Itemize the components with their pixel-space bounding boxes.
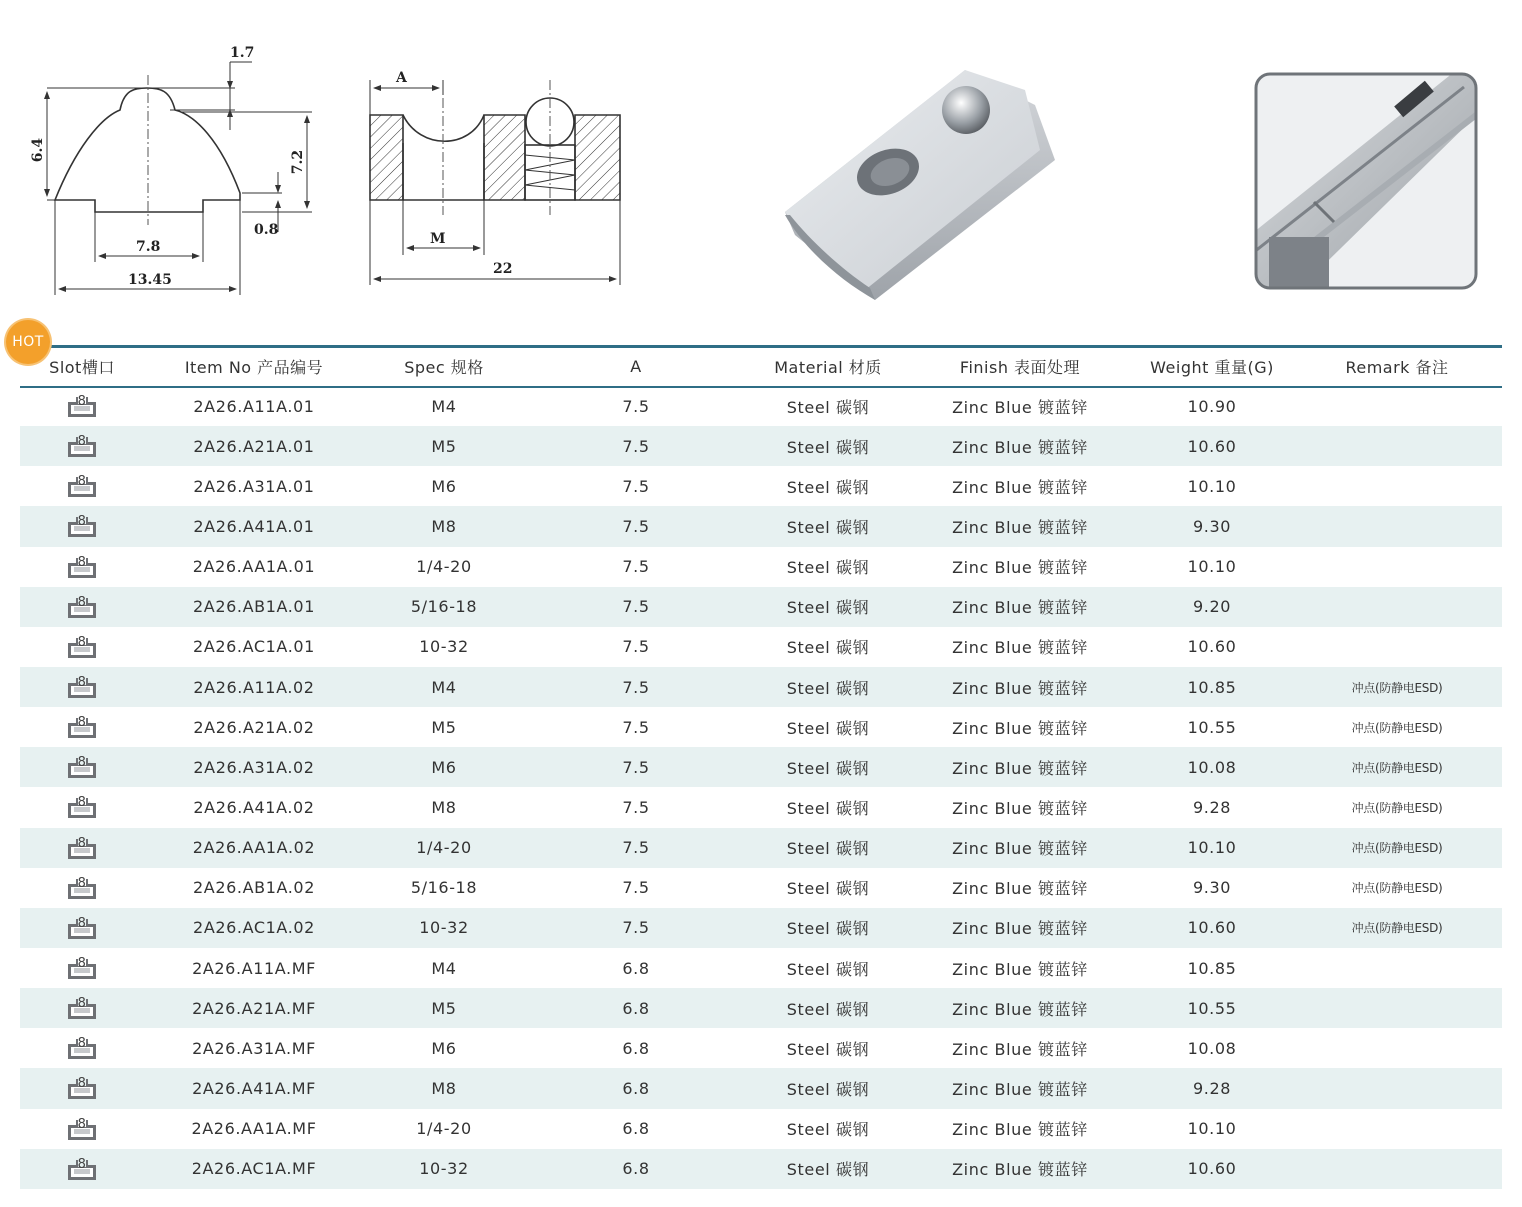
material: Steel 碳钢 — [786, 959, 870, 979]
weight: 10.85 — [1132, 667, 1292, 707]
spec: M8 — [364, 1068, 524, 1108]
remark: 冲点(防静电ESD) — [1351, 881, 1443, 896]
remark — [1292, 587, 1502, 627]
item-no: 2A26.A41A.01 — [144, 506, 364, 546]
material: Steel 碳钢 — [786, 397, 870, 417]
material: Steel 碳钢 — [786, 1120, 870, 1140]
dim-right: 7.2 — [290, 149, 306, 175]
material: Steel 碳钢 — [748, 506, 908, 546]
spec: 10-32 — [419, 637, 469, 657]
finish: Zinc Blue 镀蓝锌 — [908, 828, 1132, 868]
finish: Zinc Blue 镀蓝锌 — [952, 1120, 1088, 1140]
spec: 10-32 — [364, 1149, 524, 1189]
table-header-row — [20, 347, 1502, 386]
finish: Zinc Blue 镀蓝锌 — [908, 908, 1132, 948]
material: Steel 碳钢 — [748, 747, 908, 787]
dim-a-value: 6.8 — [524, 988, 748, 1028]
finish: Zinc Blue 镀蓝锌 — [908, 587, 1132, 627]
table-row — [20, 787, 1502, 827]
header-slot: Slot槽口 — [49, 358, 115, 377]
spec-table — [20, 347, 1502, 1189]
weight: 9.28 — [1192, 797, 1232, 817]
table-row — [20, 1109, 1502, 1149]
slot-icon — [20, 587, 144, 627]
svg-text:8: 8 — [77, 1116, 87, 1132]
dim-a-value: 7.5 — [524, 587, 748, 627]
spec: M8 — [364, 506, 524, 546]
slot-icon — [20, 547, 144, 587]
item-no: 2A26.A31A.02 — [144, 747, 364, 787]
svg-text:8: 8 — [77, 1156, 87, 1172]
remark: 冲点(防静电ESD) — [1292, 828, 1502, 868]
header-item-no: Item No 产品编号 — [184, 358, 324, 377]
weight: 10.08 — [1187, 1038, 1237, 1058]
spec: M8 — [431, 797, 457, 817]
finish: Zinc Blue 镀蓝锌 — [952, 558, 1088, 578]
slot-icon — [20, 948, 144, 988]
header-remark: Remark 备注 — [1345, 358, 1449, 377]
table-row — [20, 948, 1502, 988]
finish: Zinc Blue 镀蓝锌 — [952, 397, 1088, 417]
slot-icon — [20, 787, 144, 827]
table-row — [20, 1028, 1502, 1068]
dim-a-value: 7.5 — [524, 908, 748, 948]
material: Steel 碳钢 — [748, 667, 908, 707]
header-weight: Weight 重量(G) — [1150, 358, 1274, 377]
weight: 10.60 — [1132, 426, 1292, 466]
svg-text:8: 8 — [77, 875, 87, 891]
weight: 10.10 — [1187, 557, 1237, 577]
slot-icon — [20, 1109, 144, 1149]
table-row — [20, 627, 1502, 667]
dim-inner: 7.8 — [136, 239, 161, 255]
item-no: 2A26.AA1A.MF — [191, 1119, 317, 1139]
remark: 冲点(防静电ESD) — [1351, 800, 1443, 815]
remark: 冲点(防静电ESD) — [1292, 667, 1502, 707]
dim-a-value: 7.5 — [524, 667, 748, 707]
item-no: 2A26.AC1A.02 — [144, 908, 364, 948]
slot-icon — [20, 466, 144, 506]
slot-icon — [20, 1028, 144, 1068]
side-view-drawing — [360, 0, 635, 300]
item-no: 2A26.A31A.01 — [193, 476, 315, 496]
dim-a-value: 6.8 — [524, 1149, 748, 1189]
slot-icon — [20, 1068, 144, 1108]
remark: 冲点(防静电ESD) — [1292, 908, 1502, 948]
finish: Zinc Blue 镀蓝锌 — [952, 879, 1088, 899]
finish: Zinc Blue 镀蓝锌 — [908, 426, 1132, 466]
table-row — [20, 1149, 1502, 1189]
slot-icon — [20, 908, 144, 948]
remark — [1292, 386, 1502, 426]
slot-icon — [20, 828, 144, 868]
finish: Zinc Blue 镀蓝锌 — [952, 1039, 1088, 1059]
spec: M6 — [431, 1038, 457, 1058]
slot-icon — [20, 707, 144, 747]
item-no: 2A26.A21A.01 — [144, 426, 364, 466]
table-row — [20, 547, 1502, 587]
spec: 10-32 — [364, 908, 524, 948]
svg-text:8: 8 — [77, 514, 87, 530]
dim-a-value: 6.8 — [622, 958, 650, 978]
remark: 冲点(防静电ESD) — [1351, 720, 1443, 735]
spec: 5/16-18 — [364, 587, 524, 627]
svg-text:8: 8 — [77, 996, 87, 1012]
slot-icon — [20, 426, 144, 466]
svg-text:8: 8 — [77, 594, 87, 610]
finish: Zinc Blue 镀蓝锌 — [908, 1149, 1132, 1189]
item-no: 2A26.A11A.01 — [193, 396, 315, 416]
item-no: 2A26.A11A.02 — [144, 667, 364, 707]
table-row — [20, 426, 1502, 466]
weight: 10.85 — [1187, 958, 1237, 978]
svg-text:8: 8 — [77, 915, 87, 931]
spec: M5 — [364, 426, 524, 466]
spec: 1/4-20 — [416, 1119, 472, 1139]
svg-text:8: 8 — [77, 755, 87, 771]
material: Steel 碳钢 — [786, 798, 870, 818]
remark — [1292, 1028, 1502, 1068]
spec: M4 — [431, 958, 457, 978]
finish: Zinc Blue 镀蓝锌 — [952, 718, 1088, 738]
svg-text:8: 8 — [77, 394, 87, 410]
weight: 9.28 — [1132, 1068, 1292, 1108]
dim-a-value: 7.5 — [622, 878, 650, 898]
hot-badge: HOT — [6, 320, 50, 364]
material: Steel 碳钢 — [786, 1039, 870, 1059]
finish: Zinc Blue 镀蓝锌 — [952, 477, 1088, 497]
dim-a-value: 7.5 — [622, 396, 650, 416]
item-no: 2A26.AA1A.01 — [192, 557, 316, 577]
weight: 10.10 — [1132, 828, 1292, 868]
table-row — [20, 828, 1502, 868]
slot-icon — [20, 667, 144, 707]
material: Steel 碳钢 — [748, 426, 908, 466]
svg-text:8: 8 — [77, 835, 87, 851]
table-row — [20, 908, 1502, 948]
svg-text:8: 8 — [77, 554, 87, 570]
table-row — [20, 587, 1502, 627]
table-row — [20, 988, 1502, 1028]
side-section-left — [370, 115, 403, 200]
slot-icon — [20, 988, 144, 1028]
material: Steel 碳钢 — [786, 477, 870, 497]
spec: 1/4-20 — [364, 828, 524, 868]
item-no: 2A26.A21A.MF — [144, 988, 364, 1028]
header-spec: Spec 规格 — [404, 358, 484, 377]
weight: 9.20 — [1132, 587, 1292, 627]
finish: Zinc Blue 镀蓝锌 — [908, 747, 1132, 787]
table-header-rule — [20, 386, 1502, 388]
dim-a-value: 6.8 — [524, 1068, 748, 1108]
side-section-middle — [484, 115, 525, 200]
installation-photo — [1254, 72, 1480, 294]
spec: M4 — [364, 667, 524, 707]
svg-text:8: 8 — [77, 1076, 87, 1092]
remark — [1292, 466, 1502, 506]
table-row — [20, 1068, 1502, 1108]
material: Steel 碳钢 — [748, 828, 908, 868]
svg-text:8: 8 — [77, 956, 87, 972]
item-no: 2A26.A21A.02 — [193, 717, 315, 737]
weight: 10.60 — [1132, 908, 1292, 948]
material: Steel 碳钢 — [748, 908, 908, 948]
table-row — [20, 386, 1502, 426]
dim-left: 6.4 — [30, 137, 46, 163]
material: Steel 碳钢 — [786, 718, 870, 738]
spec: M5 — [431, 717, 457, 737]
spec: 1/4-20 — [416, 557, 472, 577]
remark — [1292, 1109, 1502, 1149]
table-body — [20, 386, 1502, 1189]
slot-icon — [20, 506, 144, 546]
weight: 10.10 — [1187, 476, 1237, 496]
side-section-right — [575, 115, 620, 200]
remark — [1292, 948, 1502, 988]
svg-text:8: 8 — [77, 675, 87, 691]
item-no: 2A26.A31A.MF — [192, 1038, 316, 1058]
table-row — [20, 707, 1502, 747]
dim-m: M — [430, 231, 446, 247]
header-finish: Finish 表面处理 — [959, 358, 1081, 377]
material: Steel 碳钢 — [748, 587, 908, 627]
dim-a-value: 7.5 — [524, 506, 748, 546]
dim-a-value: 7.5 — [622, 637, 650, 657]
dim-a-value: 7.5 — [524, 747, 748, 787]
weight: 10.08 — [1132, 747, 1292, 787]
table-row — [20, 868, 1502, 908]
dim-outer: 13.45 — [128, 272, 172, 288]
material: Steel 碳钢 — [748, 1149, 908, 1189]
dim-a-value: 7.5 — [622, 797, 650, 817]
material: Steel 碳钢 — [786, 879, 870, 899]
spec: M4 — [431, 396, 457, 416]
table-row — [20, 506, 1502, 546]
dim-a-value: 7.5 — [622, 557, 650, 577]
slot-icon — [20, 868, 144, 908]
weight: 10.90 — [1187, 396, 1237, 416]
dim-a-value: 6.8 — [622, 1119, 650, 1139]
weight: 10.55 — [1132, 988, 1292, 1028]
item-no: 2A26.AB1A.01 — [144, 587, 364, 627]
item-no: 2A26.A41A.MF — [144, 1068, 364, 1108]
item-no: 2A26.AC1A.01 — [193, 637, 315, 657]
material: Steel 碳钢 — [786, 638, 870, 658]
dim-a-value: 7.5 — [622, 476, 650, 496]
svg-text:8: 8 — [77, 634, 87, 650]
weight: 10.55 — [1187, 717, 1237, 737]
ball-plunger — [942, 86, 990, 134]
dim-a-value: 6.8 — [622, 1038, 650, 1058]
finish: Zinc Blue 镀蓝锌 — [908, 1068, 1132, 1108]
slot-icon — [20, 627, 144, 667]
finish: Zinc Blue 镀蓝锌 — [908, 667, 1132, 707]
finish: Zinc Blue 镀蓝锌 — [908, 988, 1132, 1028]
dim-a-value: 7.5 — [524, 828, 748, 868]
header-material: Material 材质 — [774, 358, 882, 377]
remark — [1292, 1068, 1502, 1108]
finish: Zinc Blue 镀蓝锌 — [908, 506, 1132, 546]
material: Steel 碳钢 — [786, 558, 870, 578]
weight: 9.30 — [1132, 506, 1292, 546]
slot-icon — [20, 386, 144, 426]
weight: 10.10 — [1187, 1119, 1237, 1139]
weight: 9.30 — [1192, 878, 1232, 898]
spec: M6 — [364, 747, 524, 787]
dim-a: A — [396, 70, 407, 86]
svg-text:8: 8 — [77, 795, 87, 811]
item-no: 2A26.A11A.MF — [192, 958, 316, 978]
material: Steel 碳钢 — [748, 988, 908, 1028]
table-row — [20, 466, 1502, 506]
finish: Zinc Blue 镀蓝锌 — [952, 638, 1088, 658]
remark — [1292, 627, 1502, 667]
item-no: 2A26.AB1A.02 — [193, 878, 315, 898]
header-a: A — [630, 357, 642, 376]
remark — [1292, 547, 1502, 587]
item-no: 2A26.AC1A.MF — [144, 1149, 364, 1189]
slot-icon — [20, 747, 144, 787]
slot-icon — [20, 1149, 144, 1189]
svg-text:8: 8 — [77, 715, 87, 731]
front-view-drawing — [20, 0, 320, 300]
item-no: 2A26.AA1A.02 — [144, 828, 364, 868]
remark: 冲点(防静电ESD) — [1292, 747, 1502, 787]
table-row — [20, 667, 1502, 707]
item-no: 2A26.A41A.02 — [193, 797, 315, 817]
material: Steel 碳钢 — [748, 1068, 908, 1108]
svg-text:8: 8 — [77, 434, 87, 450]
dim-length: 22 — [493, 261, 513, 277]
remark — [1292, 506, 1502, 546]
remark — [1292, 1149, 1502, 1189]
dim-top: 1.7 — [230, 45, 255, 61]
spec: 5/16-18 — [410, 878, 478, 898]
remark — [1292, 426, 1502, 466]
product-image — [770, 0, 1080, 310]
finish: Zinc Blue 镀蓝锌 — [952, 798, 1088, 818]
weight: 10.60 — [1187, 637, 1237, 657]
weight: 10.60 — [1132, 1149, 1292, 1189]
finish: Zinc Blue 镀蓝锌 — [952, 959, 1088, 979]
spec: M6 — [431, 476, 457, 496]
svg-text:8: 8 — [77, 474, 87, 490]
spec: M5 — [364, 988, 524, 1028]
dim-a-value: 7.5 — [622, 717, 650, 737]
svg-text:8: 8 — [77, 1036, 87, 1052]
remark — [1292, 988, 1502, 1028]
dim-a-value: 7.5 — [524, 426, 748, 466]
dim-step: 0.8 — [254, 222, 279, 238]
table-row — [20, 747, 1502, 787]
